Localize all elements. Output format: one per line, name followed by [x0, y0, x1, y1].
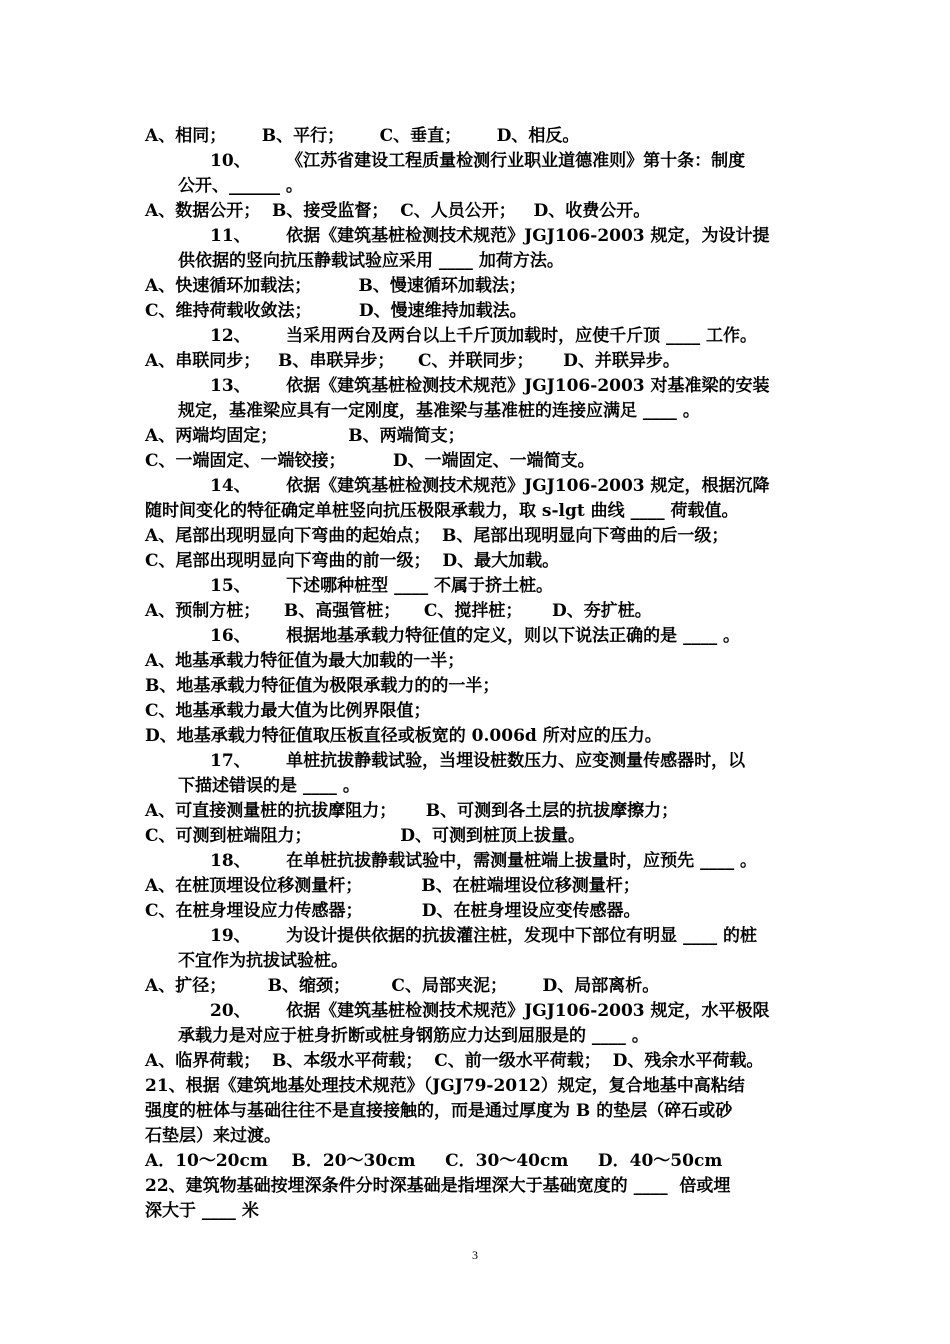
question-line: 17、 单桩抗拔静载试验，当埋设桩数压力、应变测量传感器时，以 [210, 751, 746, 771]
question-line: 20、 依据《建筑基桩检测技术规范》JGJ106-2003 规定，水平极限 [210, 1001, 770, 1021]
text-line: C、维持荷载收敛法； D、慢速维持加载法。 [145, 301, 527, 321]
text-line: A、尾部出现明显向下弯曲的起始点； B、尾部出现明显向下弯曲的后一级； [145, 526, 729, 546]
question-line: 18、 在单桩抗拔静载试验中，需测量桩端上拔量时，应预先 ____ 。 [210, 851, 758, 871]
question-line: 22、建筑物基础按埋深条件分时深基础是指埋深大于基础宽度的 ____ 倍或埋 [145, 1176, 731, 1196]
text-line: A．10～20cm B．20～30cm C．30～40cm D．40～50cm [145, 1151, 723, 1171]
text-line: C、可测到桩端阻力； D、可测到桩顶上拔量。 [145, 826, 586, 846]
text-line: A、数据公开； B、接受监督； C、人员公开； D、收费公开。 [145, 201, 651, 221]
text-line: A、可直接测量桩的抗拔摩阻力； B、可测到各土层的抗拔摩擦力； [145, 801, 679, 821]
text-line: B、地基承载力特征值为极限承载力的的一半； [145, 676, 500, 696]
text-line: A、快速循环加载法； B、慢速循环加载法； [145, 276, 526, 296]
question-line: 10、 《江苏省建设工程质量检测行业职业道德准则》第十条：制度 [210, 151, 746, 171]
text-line: 深大于 ____ 米 [145, 1201, 259, 1221]
text-line: D、地基承载力特征值取压板直径或板宽的 0.006d 所对应的压力。 [145, 726, 662, 746]
text-line: 公开、______ 。 [178, 176, 303, 196]
text-line: 规定，基准梁应具有一定刚度，基准梁与基准桩的连接应满足 ____ 。 [178, 401, 700, 421]
text-line: 下描述错误的是 ____ 。 [178, 776, 360, 796]
text-line: A、临界荷载； B、本级水平荷载； C、前一级水平荷载； D、残余水平荷载。 [145, 1051, 764, 1071]
text-line: A、在桩顶埋设位移测量杆； B、在桩端埋设位移测量杆； [145, 876, 640, 896]
page-number: 3 [472, 1248, 478, 1262]
text-line: 石垫层）来过渡。 [145, 1126, 281, 1146]
text-line: A、扩径； B、缩颈； C、局部夹泥； D、局部离析。 [145, 976, 660, 996]
text-line: 承载力是对应于桩身折断或桩身钢筋应力达到屈服是的 ____ 。 [178, 1026, 649, 1046]
text-line: C、在桩身埋设应力传感器； D、在桩身埋设应变传感器。 [145, 901, 641, 921]
question-line: 14、 依据《建筑基桩检测技术规范》JGJ106-2003 规定，根据沉降 [210, 476, 770, 496]
text-line: 不宜作为抗拔试验桩。 [178, 951, 348, 971]
question-line: 11、 依据《建筑基桩检测技术规范》JGJ106-2003 规定，为设计提 [210, 226, 770, 246]
text-line: A、地基承载力特征值为最大加载的一半； [145, 651, 465, 671]
text-line: 供依据的竖向抗压静载试验应采用 ____ 加荷方法。 [178, 251, 564, 271]
text-line: A、预制方桩； B、高强管桩； C、搅拌桩； D、夯扩桩。 [145, 601, 652, 621]
text-line: C、尾部出现明显向下弯曲的前一级； D、最大加载。 [145, 551, 560, 571]
question-line: 16、 根据地基承载力特征值的定义，则以下说法正确的是 ____ 。 [210, 626, 741, 646]
question-line: 13、 依据《建筑基桩检测技术规范》JGJ106-2003 对基准梁的安装 [210, 376, 770, 396]
question-line: 21、根据《建筑地基处理技术规范》（JGJ79-2012）规定，复合地基中高粘结 [145, 1076, 745, 1096]
question-line: 15、 下述哪种桩型 ____ 不属于挤土桩。 [210, 576, 554, 596]
text-line: C、一端固定、一端铰接； D、一端固定、一端简支。 [145, 451, 595, 471]
text-line: A、两端均固定； B、两端简支； [145, 426, 465, 446]
text-line: A、相同； B、平行； C、垂直； D、相反。 [145, 126, 580, 146]
question-line: 12、 当采用两台及两台以上千斤顶加载时，应使千斤顶 ____ 工作。 [210, 326, 758, 346]
question-line: 19、 为设计提供依据的抗拔灌注桩，发现中下部位有明显 ____ 的桩 [210, 926, 758, 946]
text-line: 强度的桩体与基础往往不是直接接触的，而是通过厚度为 B 的垫层（碎石或砂 [145, 1101, 733, 1121]
text-line: A、串联同步； B、串联异步； C、并联同步； D、并联异步。 [145, 351, 680, 371]
text-line: 随时间变化的特征确定单桩竖向抗压极限承载力，取 s-lgt 曲线 ____ 荷载值。 [145, 501, 739, 521]
text-line: C、地基承载力最大值为比例界限值； [145, 701, 431, 721]
